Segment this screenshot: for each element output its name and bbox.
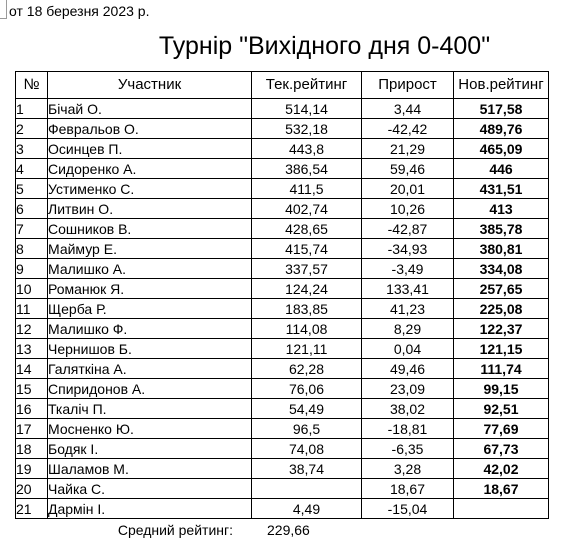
cell-gain: -42,42	[362, 119, 454, 139]
cell-gain: 8,29	[362, 319, 454, 339]
cell-number: 3	[16, 139, 48, 159]
cell-current-rating: 402,74	[252, 199, 362, 219]
results-table	[15, 71, 549, 519]
cell-participant: Бічай О.	[48, 99, 252, 119]
cell-number: 18	[16, 439, 48, 459]
average-rating-row	[0, 521, 573, 539]
cell-gain: 59,46	[362, 159, 454, 179]
cell-participant: Щерба Р.	[48, 299, 252, 319]
cell-current-rating: 411,5	[252, 179, 362, 199]
cell-new-rating: 111,74	[454, 359, 549, 379]
table-row	[16, 499, 549, 519]
table-row	[16, 339, 549, 359]
cell-new-rating: 446	[454, 159, 549, 179]
cell-gain: -34,93	[362, 239, 454, 259]
table-row	[16, 359, 549, 379]
cell-new-rating: 77,69	[454, 419, 549, 439]
cell-new-rating: 380,81	[454, 239, 549, 259]
cell-current-rating: 337,57	[252, 259, 362, 279]
cell-new-rating: 99,15	[454, 379, 549, 399]
cell-new-rating: 465,09	[454, 139, 549, 159]
table-row	[16, 279, 549, 299]
cell-gain: 10,26	[362, 199, 454, 219]
cell-number: 12	[16, 319, 48, 339]
cell-number: 20	[16, 479, 48, 499]
average-rating-label: Средний рейтинг:	[117, 522, 233, 538]
cell-participant: Малишко А.	[48, 259, 252, 279]
cell-gain: 41,23	[362, 299, 454, 319]
cell-participant: Февральов О.	[48, 119, 252, 139]
table-row	[16, 239, 549, 259]
cell-participant: Мосненко Ю.	[48, 419, 252, 439]
cell-number: 15	[16, 379, 48, 399]
cell-current-rating: 4,49	[252, 499, 362, 519]
cell-new-rating: 122,37	[454, 319, 549, 339]
cell-number: 16	[16, 399, 48, 419]
cell-new-rating: 489,76	[454, 119, 549, 139]
cell-participant: Сошников В.	[48, 219, 252, 239]
table-row	[16, 179, 549, 199]
cell-gain: -18,81	[362, 419, 454, 439]
cell-current-rating: 54,49	[252, 399, 362, 419]
cell-gain: 49,46	[362, 359, 454, 379]
cell-gain: -15,04	[362, 499, 454, 519]
cell-participant: Осинцев П.	[48, 139, 252, 159]
cell-participant: Ткаліч П.	[48, 399, 252, 419]
cell-new-rating: 385,78	[454, 219, 549, 239]
cell-number: 11	[16, 299, 48, 319]
cell-new-rating: 92,51	[454, 399, 549, 419]
table-row	[16, 479, 549, 499]
cell-current-rating: 183,85	[252, 299, 362, 319]
table-row	[16, 159, 549, 179]
cell-current-rating: 415,74	[252, 239, 362, 259]
cell-number: 19	[16, 459, 48, 479]
cell-participant: Спиридонов А.	[48, 379, 252, 399]
cell-gain: 18,67	[362, 479, 454, 499]
table-row	[16, 199, 549, 219]
cell-number: 7	[16, 219, 48, 239]
column-header-new-rating: Нов.рейтинг	[454, 72, 549, 99]
page-title: Турнір "Вихідного дня 0-400"	[158, 32, 491, 60]
table-row	[16, 119, 549, 139]
cell-gain: 133,41	[362, 279, 454, 299]
cell-gain: -42,87	[362, 219, 454, 239]
cell-gain: 20,01	[362, 179, 454, 199]
cell-number: 2	[16, 119, 48, 139]
cell-participant: Романюк Я.	[48, 279, 252, 299]
table-row	[16, 259, 549, 279]
cell-number: 9	[16, 259, 48, 279]
cell-number: 6	[16, 199, 48, 219]
average-rating-value: 229,66	[267, 522, 310, 538]
cell-number: 14	[16, 359, 48, 379]
table-row	[16, 319, 549, 339]
cell-new-rating	[454, 499, 549, 519]
cell-participant: Чайка С.	[48, 479, 252, 499]
table-row	[16, 219, 549, 239]
cell-current-rating: 124,24	[252, 279, 362, 299]
cell-number: 17	[16, 419, 48, 439]
cell-gain: -3,49	[362, 259, 454, 279]
cell-current-rating: 114,08	[252, 319, 362, 339]
cell-current-rating: 386,54	[252, 159, 362, 179]
cell-participant: Сидоренко А.	[48, 159, 252, 179]
cell-current-rating	[252, 479, 362, 499]
cell-gain: 3,28	[362, 459, 454, 479]
cell-new-rating: 413	[454, 199, 549, 219]
cell-current-rating: 76,06	[252, 379, 362, 399]
cell-participant: Малишко Ф.	[48, 319, 252, 339]
cell-current-rating: 74,08	[252, 439, 362, 459]
column-header-number: №	[16, 72, 48, 99]
column-header-current-rating: Тек.рейтинг	[252, 72, 362, 99]
table-row	[16, 439, 549, 459]
cell-new-rating: 225,08	[454, 299, 549, 319]
table-row	[16, 419, 549, 439]
cell-gain: 23,09	[362, 379, 454, 399]
cell-gain: 0,04	[362, 339, 454, 359]
cell-participant: Дармін І.	[48, 499, 252, 519]
table-header-row	[16, 72, 549, 99]
cell-number: 10	[16, 279, 48, 299]
cell-number: 8	[16, 239, 48, 259]
cell-participant: Шаламов М.	[48, 459, 252, 479]
cell-gain: 38,02	[362, 399, 454, 419]
cell-current-rating: 121,11	[252, 339, 362, 359]
table-row	[16, 299, 549, 319]
table-row	[16, 139, 549, 159]
cell-number: 5	[16, 179, 48, 199]
cell-participant: Бодяк І.	[48, 439, 252, 459]
cell-current-rating: 38,74	[252, 459, 362, 479]
cell-current-rating: 532,18	[252, 119, 362, 139]
cell-number: 21	[16, 499, 48, 519]
results-table-body	[16, 99, 549, 519]
cell-new-rating: 257,65	[454, 279, 549, 299]
cell-participant: Чернишов Б.	[48, 339, 252, 359]
cell-current-rating: 428,65	[252, 219, 362, 239]
cell-number: 1	[16, 99, 48, 119]
cell-participant: Устименко С.	[48, 179, 252, 199]
cell-new-rating: 67,73	[454, 439, 549, 459]
cell-current-rating: 96,5	[252, 419, 362, 439]
page-corner-marker	[0, 0, 7, 19]
table-row	[16, 99, 549, 119]
cell-new-rating: 517,58	[454, 99, 549, 119]
cell-number: 4	[16, 159, 48, 179]
cell-current-rating: 443,8	[252, 139, 362, 159]
cell-new-rating: 431,51	[454, 179, 549, 199]
cell-gain: -6,35	[362, 439, 454, 459]
cell-new-rating: 18,67	[454, 479, 549, 499]
cell-new-rating: 42,02	[454, 459, 549, 479]
cell-participant: Маймур Е.	[48, 239, 252, 259]
cell-new-rating: 121,15	[454, 339, 549, 359]
cell-gain: 21,29	[362, 139, 454, 159]
column-header-participant: Участник	[48, 72, 252, 99]
table-row	[16, 459, 549, 479]
cell-number: 13	[16, 339, 48, 359]
column-header-gain: Прирост	[362, 72, 454, 99]
cell-current-rating: 62,28	[252, 359, 362, 379]
cell-participant: Галяткіна А.	[48, 359, 252, 379]
table-row	[16, 379, 549, 399]
cell-participant: Литвин О.	[48, 199, 252, 219]
cell-new-rating: 334,08	[454, 259, 549, 279]
cell-gain: 3,44	[362, 99, 454, 119]
tournament-date: от 18 березня 2023 р.	[9, 3, 150, 19]
cell-current-rating: 514,14	[252, 99, 362, 119]
table-row	[16, 399, 549, 419]
